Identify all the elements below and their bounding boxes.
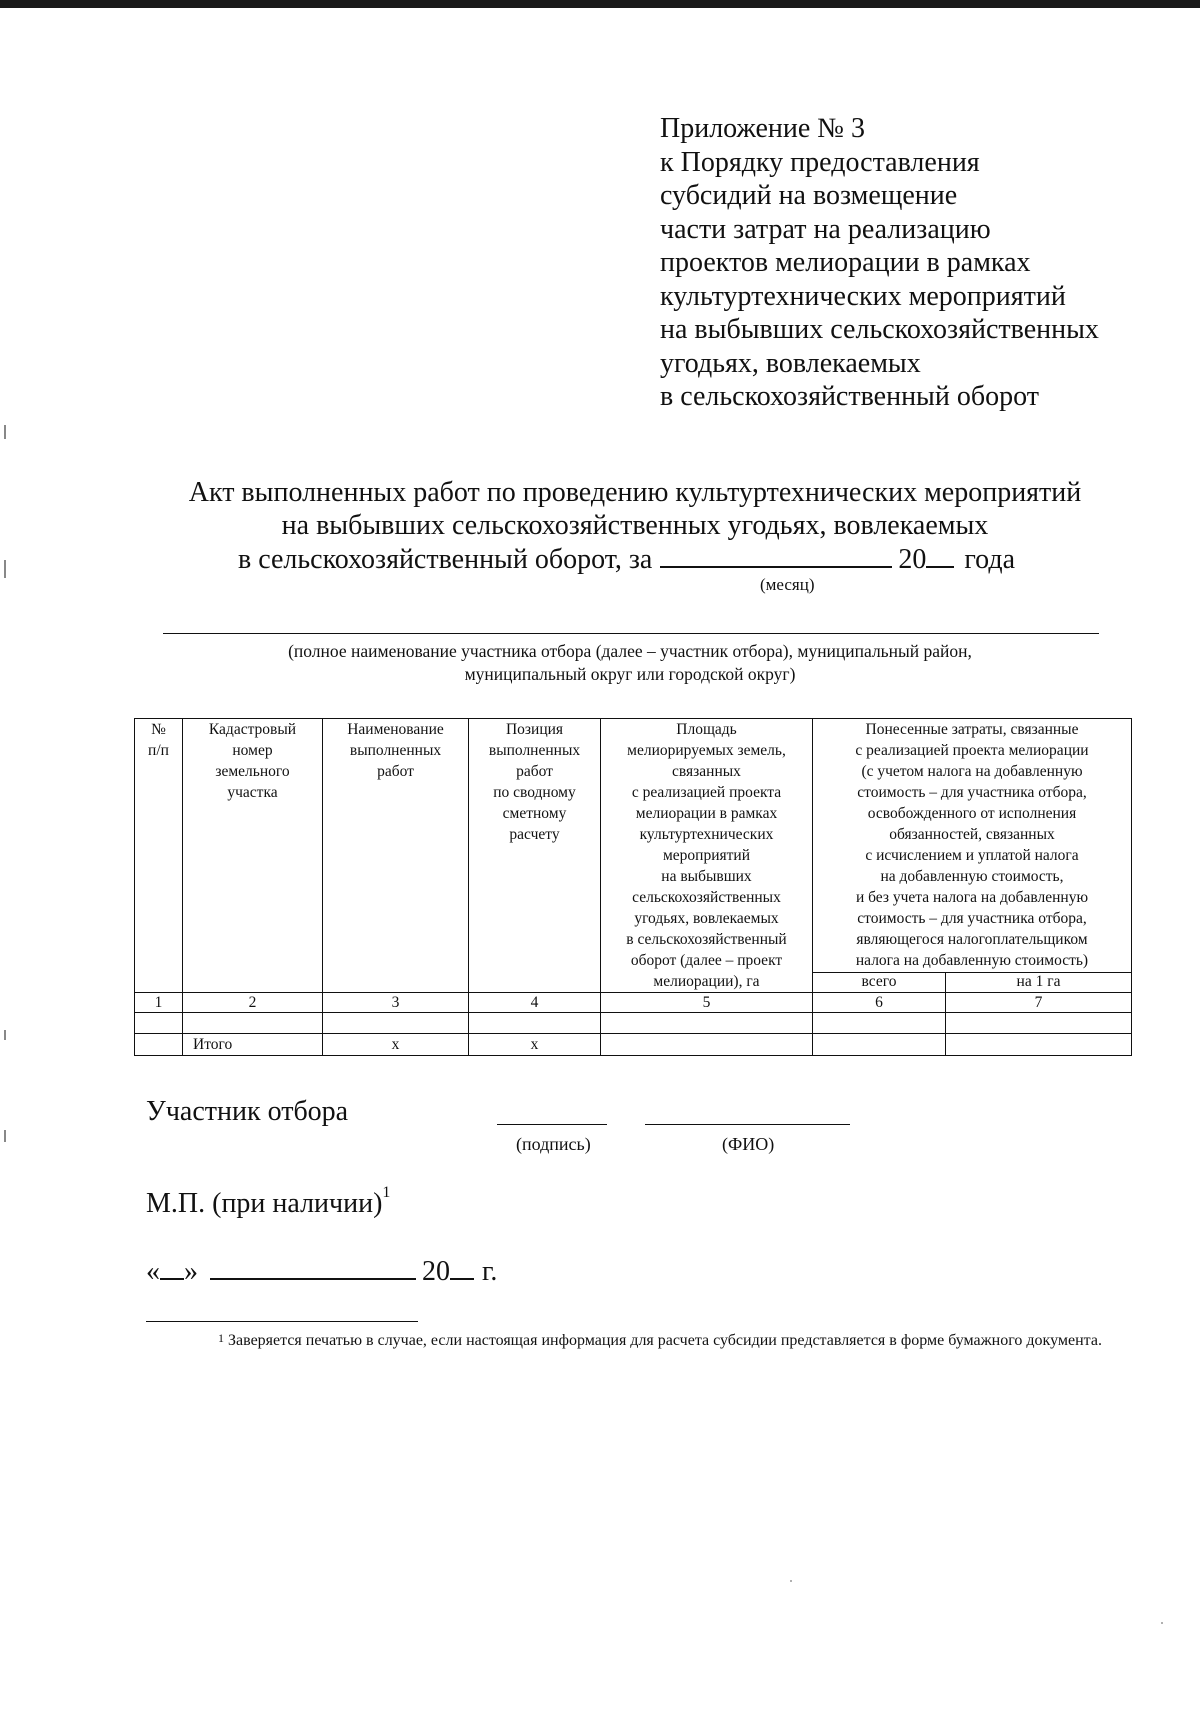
appendix-line: проектов мелиорации в рамках <box>660 247 1031 278</box>
header-num: № п/п <box>135 719 183 993</box>
date-month-field[interactable] <box>210 1258 416 1280</box>
table-header-row <box>135 719 1132 973</box>
fio-field[interactable] <box>645 1124 850 1125</box>
scan-top-border <box>0 0 1200 8</box>
table-cell[interactable] <box>469 1013 601 1034</box>
appendix-line: в сельскохозяйственный оборот <box>660 381 1039 412</box>
signature-field[interactable] <box>497 1124 607 1125</box>
total-area-cell[interactable] <box>601 1034 813 1056</box>
scan-dot <box>1161 1622 1163 1624</box>
footnote-number: 1 <box>218 1331 224 1345</box>
date-year-prefix: 20 <box>422 1256 450 1287</box>
date-year-suffix: г. <box>482 1256 498 1287</box>
seal-text: М.П. (при наличии) <box>146 1188 383 1219</box>
index-cell: 4 <box>469 993 601 1013</box>
table-cell[interactable] <box>946 1013 1132 1034</box>
index-cell: 3 <box>323 993 469 1013</box>
title-year-prefix: 20 <box>898 544 927 575</box>
org-name-field[interactable] <box>163 633 1099 634</box>
index-cell: 6 <box>813 993 946 1013</box>
index-cell: 1 <box>135 993 183 1013</box>
table-cell[interactable] <box>813 1013 946 1034</box>
header-cadastral: Кадастровый номер земельного участка <box>183 719 323 993</box>
date-line <box>146 1256 497 1288</box>
seal-label <box>146 1184 391 1220</box>
appendix-line: к Порядку предоставления <box>660 146 980 178</box>
month-field[interactable] <box>660 542 892 568</box>
document-title <box>0 476 1200 542</box>
appendix-line: угодьях, вовлекаемых <box>660 347 921 379</box>
header-works: Наименование выполненных работ <box>323 719 469 993</box>
header-costs: Понесенные затраты, связанные с реализацией проекта мелиорации (с учетом налога на добавленную стоимость – для участника отбора, освобожденного от исполнения обязанностей, связанных с исчислением и уплатой налога на добавленную стоимость, и без учета налога на добавленную стоимость – для участника отбора, являющегося налогоплательщиком налога на добавленную стоимость) <box>813 719 1132 973</box>
org-caption <box>160 640 1100 686</box>
fio-caption: (ФИО) <box>722 1134 775 1154</box>
signature-caption: (подпись) <box>516 1134 591 1154</box>
total-position-cell: x <box>469 1034 601 1056</box>
org-caption-line: муниципальный округ или городской округ) <box>464 664 796 684</box>
appendix-line: части затрат на реализацию <box>660 213 991 245</box>
footnote-ref: 1 <box>382 1184 391 1201</box>
table-cell <box>135 1034 183 1056</box>
year-field[interactable] <box>926 544 954 568</box>
date-year-field[interactable] <box>450 1258 474 1280</box>
index-cell: 7 <box>946 993 1132 1013</box>
table-row <box>135 1013 1132 1034</box>
scan-speck <box>4 1030 6 1040</box>
total-cost-cell[interactable] <box>813 1034 946 1056</box>
total-label: Итого <box>183 1034 323 1056</box>
scan-dot <box>790 1580 792 1582</box>
date-quote-close: » <box>184 1256 198 1287</box>
index-cell: 5 <box>601 993 813 1013</box>
scan-speck <box>4 1130 6 1142</box>
header-costs-total: всего <box>813 972 946 992</box>
title-line: Акт выполненных работ по проведению культуртехнических мероприятий <box>188 477 1082 508</box>
works-table <box>134 718 1132 1056</box>
table-total-row <box>135 1034 1132 1056</box>
footnote-text: Заверяется печатью в случае, если настоящая информация для расчета субсидии представляется в форме бумажного документа. <box>228 1332 1102 1349</box>
appendix-line: Приложение № 3 <box>660 113 865 144</box>
scan-speck <box>4 425 6 439</box>
title-year-suffix: года <box>964 544 1015 575</box>
total-works-cell: x <box>323 1034 469 1056</box>
appendix-line: субсидий на возмещение <box>660 180 958 211</box>
index-cell: 2 <box>183 993 323 1013</box>
day-field[interactable] <box>160 1258 184 1280</box>
header-area: Площадь мелиорируемых земель, связанных с реализацией проекта мелиорации в рамках культуртехнических мероприятий на выбывших сельскохозяйственных угодьях, вовлекаемых в сельскохозяйственный оборот (далее – проект мелиорации), га <box>601 719 813 993</box>
scan-speck <box>4 560 6 578</box>
table-cell[interactable] <box>135 1013 183 1034</box>
title-line: на выбывших сельскохозяйственных угодьях, вовлекаемых <box>281 510 989 541</box>
participant-label: Участник отбора <box>146 1096 349 1127</box>
table-cell[interactable] <box>601 1013 813 1034</box>
appendix-reference <box>660 112 1099 414</box>
table-cell[interactable] <box>323 1013 469 1034</box>
footnote-separator <box>146 1321 418 1322</box>
header-position: Позиция выполненных работ по сводному сметному расчету <box>469 719 601 993</box>
table-index-row <box>135 993 1132 1013</box>
org-caption-line: (полное наименование участника отбора (далее – участник отбора), муниципальный район, <box>288 641 972 661</box>
appendix-line: на выбывших сельскохозяйственных <box>660 314 1099 345</box>
title-period-line <box>238 542 1015 576</box>
appendix-line: культуртехнических мероприятий <box>660 280 1066 312</box>
date-quote-open: « <box>146 1256 160 1287</box>
header-costs-per-ha: на 1 га <box>946 972 1132 992</box>
month-caption: (месяц) <box>760 575 815 594</box>
total-cost-per-ha-cell[interactable] <box>946 1034 1132 1056</box>
footnote <box>146 1329 1120 1352</box>
title-period-prefix: в сельскохозяйственный оборот, за <box>238 544 653 575</box>
table-cell[interactable] <box>183 1013 323 1034</box>
